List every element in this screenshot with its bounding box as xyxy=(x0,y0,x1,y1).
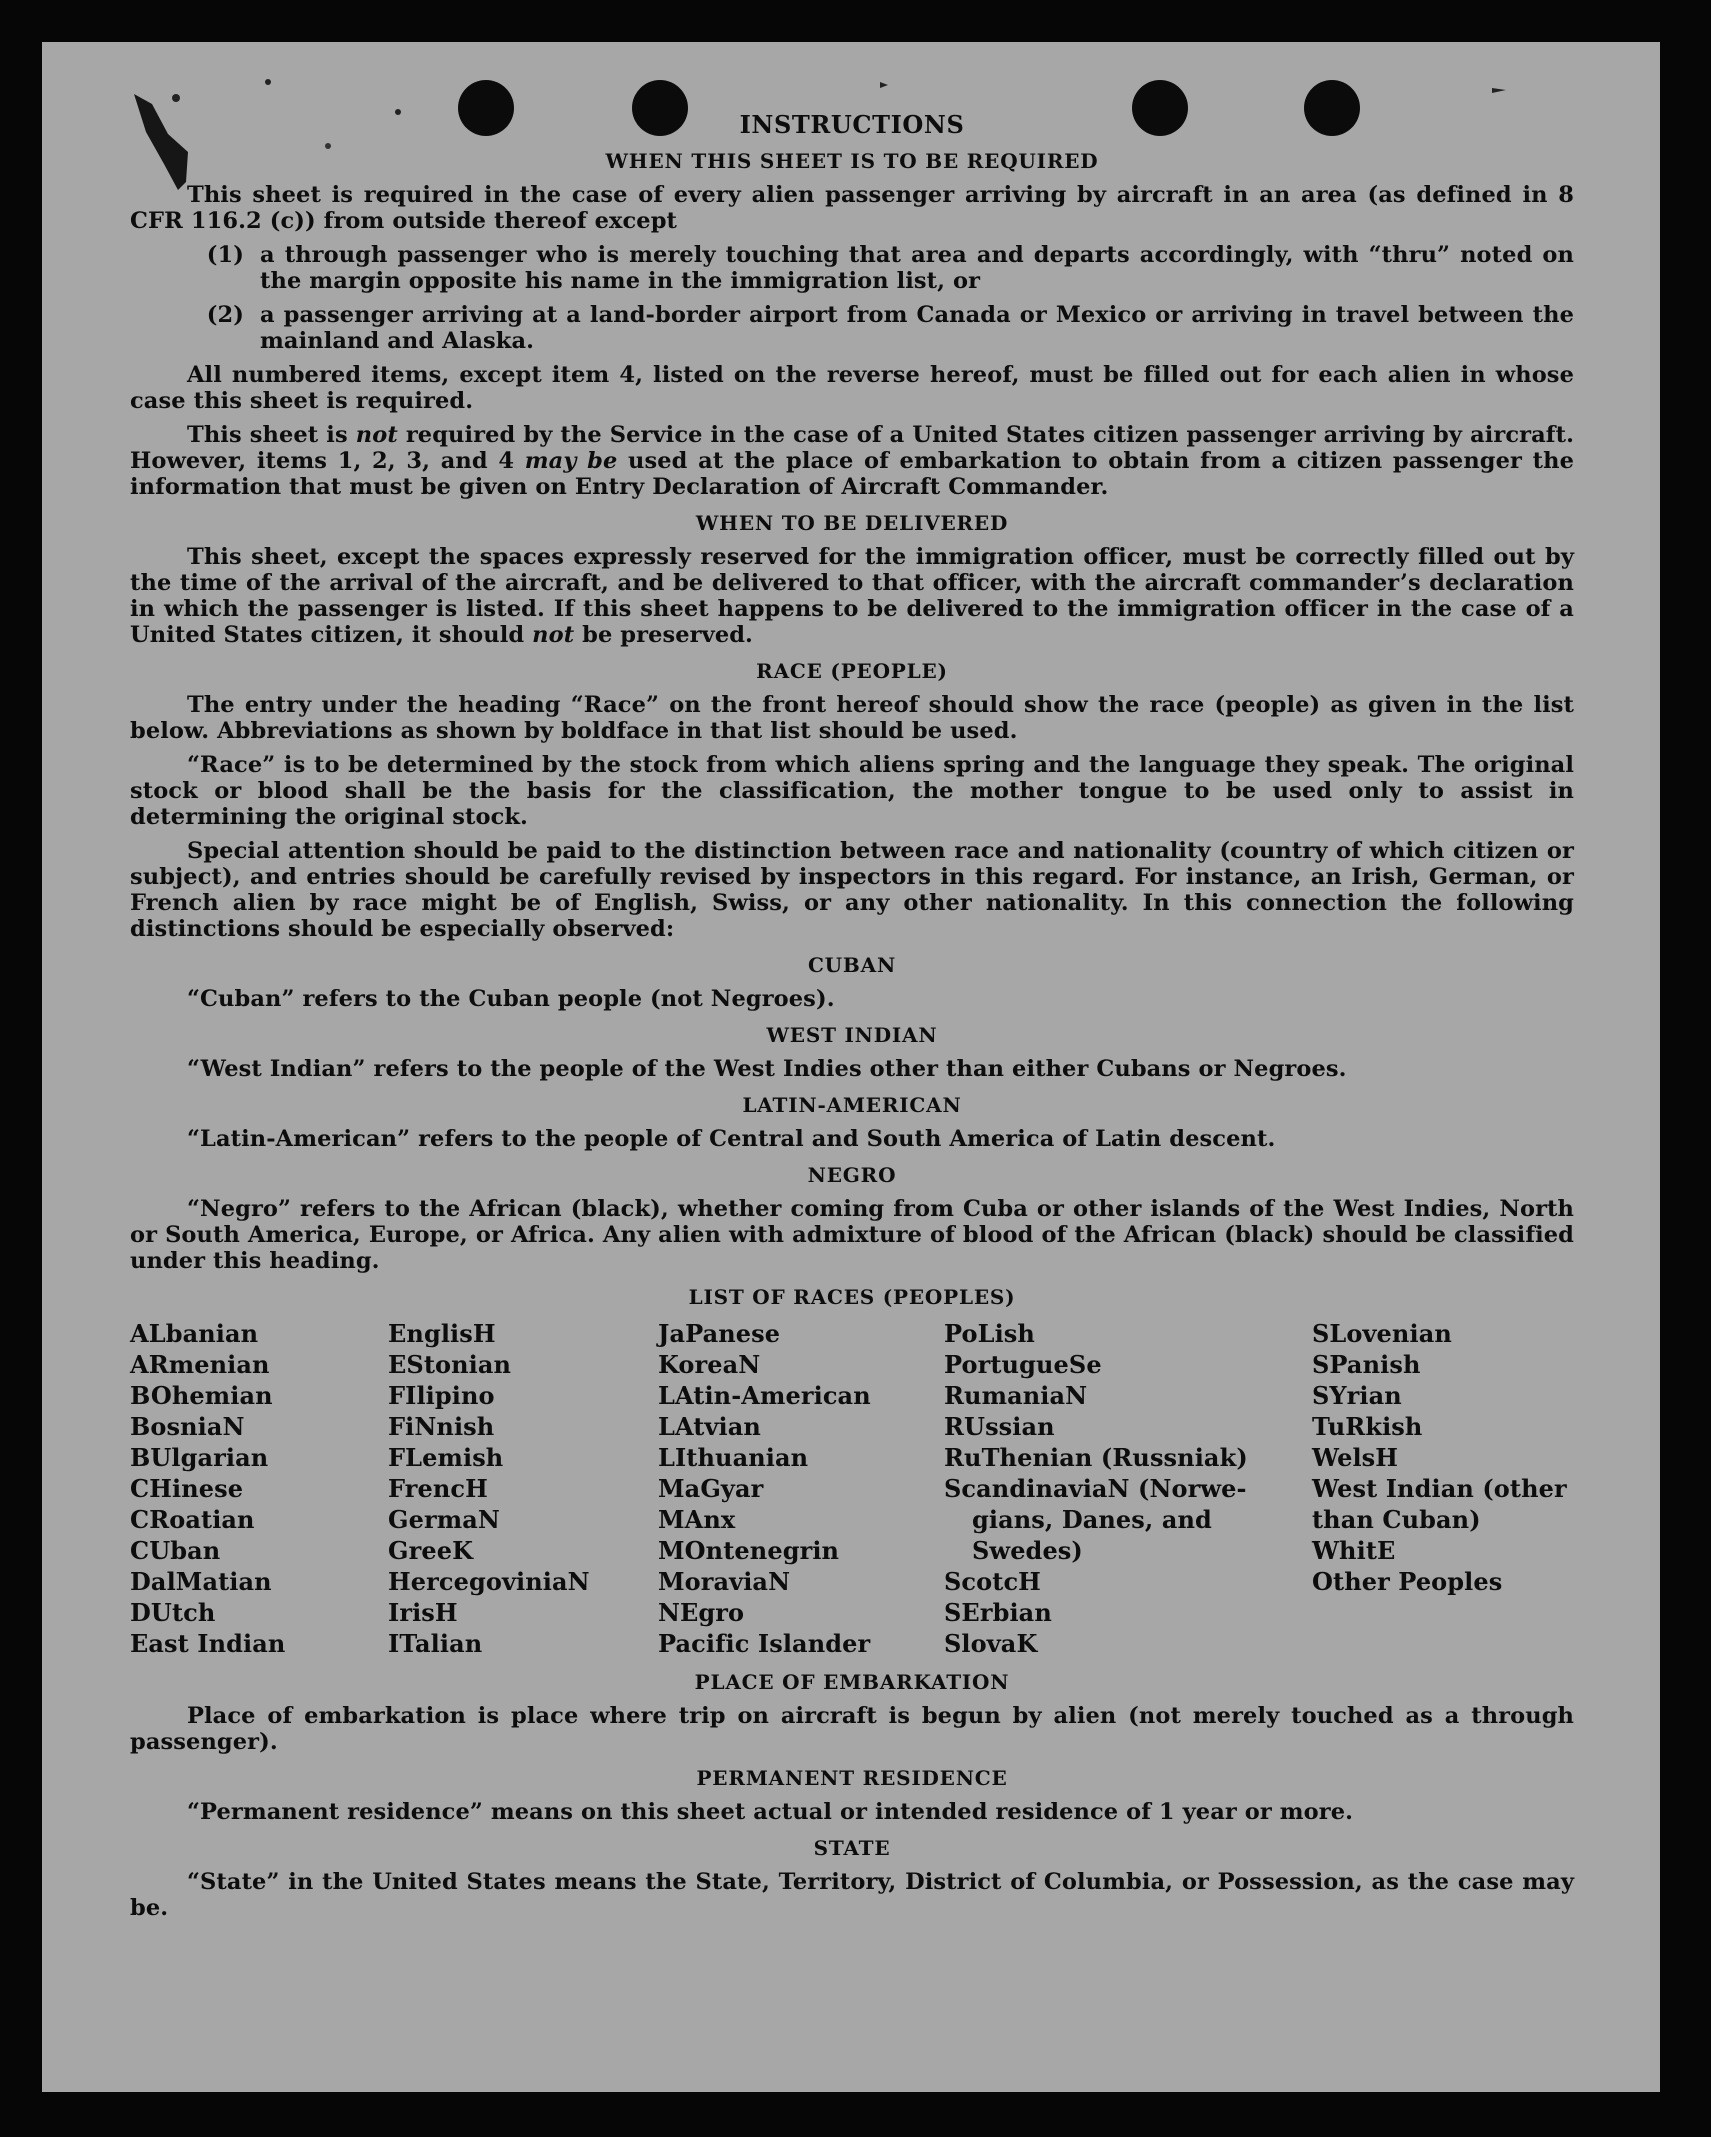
list-item: MAnx xyxy=(658,1505,736,1534)
list-item xyxy=(130,242,1574,294)
races-column xyxy=(1312,1318,1572,1659)
list-item: SlovaK xyxy=(944,1629,1038,1658)
list-item: GermaN xyxy=(388,1505,500,1534)
list-item: GreeK xyxy=(388,1536,474,1565)
paragraph: “Cuban” refers to the Cuban people (not Negroes). xyxy=(187,986,835,1012)
section-heading: RACE (PEOPLE) xyxy=(756,659,948,683)
list-item: DUtch xyxy=(130,1598,216,1627)
list-item: FiNnish xyxy=(388,1412,495,1441)
list-item xyxy=(130,302,1574,354)
list-item: NEgro xyxy=(658,1598,745,1627)
list-item: ITalian xyxy=(388,1629,483,1658)
list-item: FLemish xyxy=(388,1443,504,1472)
section-heading: STATE xyxy=(813,1836,891,1860)
list-item: CUban xyxy=(130,1536,221,1565)
list-item: CRoatian xyxy=(130,1505,255,1534)
list-item-continuation: Swedes) xyxy=(972,1536,1083,1565)
list-item: WhitE xyxy=(1312,1536,1396,1565)
section-heading: LIST OF RACES (PEOPLES) xyxy=(688,1285,1016,1309)
list-item: East Indian xyxy=(130,1629,286,1658)
list-item: MOntenegrin xyxy=(658,1536,840,1565)
list-item: IrisH xyxy=(388,1598,458,1627)
list-item: SLovenian xyxy=(1312,1319,1452,1348)
paragraph: This sheet, except the spaces expressly reserved for the immigration officer, must be correctly filled out by the time of the arrival of the aircraft, and be delivered to that officer, with the aircraft commander’s declaration in which the passenger is listed. If this sheet happens to be delivered to the immigration officer in the case of a United States citizen, it should not be preserved. xyxy=(130,544,1574,648)
list-item: MaGyar xyxy=(658,1474,764,1503)
list-item: LAtvian xyxy=(658,1412,761,1441)
list-item: LAtin-American xyxy=(658,1381,871,1410)
section-heading: WHEN TO BE DELIVERED xyxy=(695,511,1009,535)
item-text: a through passenger who is merely touching that area and departs accordingly, with “thru” noted on the margin opposite his name in the immigration list, or xyxy=(260,242,1574,294)
paragraph: All numbered items, except item 4, listed on the reverse hereof, must be filled out for each alien in whose case this sheet is required. xyxy=(130,362,1574,414)
list-item: JaPanese xyxy=(658,1319,781,1348)
list-item: RuThenian (Russniak) xyxy=(944,1443,1248,1472)
list-item: SPanish xyxy=(1312,1350,1421,1379)
paragraph: Place of embarkation is place where trip on aircraft is begun by alien (not merely touched as a through passenger). xyxy=(130,1703,1574,1755)
section-heading: WEST INDIAN xyxy=(766,1023,938,1047)
document-title: INSTRUCTIONS xyxy=(739,110,965,139)
races-column xyxy=(388,1318,658,1659)
list-item: PortugueSe xyxy=(944,1350,1102,1379)
paragraph: This sheet is required in the case of every alien passenger arriving by aircraft in an area (as defined in 8 CFR 116.2 (c)) from outside thereof except xyxy=(130,182,1574,234)
list-item: HercegoviniaN xyxy=(388,1567,590,1596)
list-item: Pacific Islander xyxy=(658,1629,871,1658)
section-heading: PLACE OF EMBARKATION xyxy=(694,1670,1010,1694)
instructions-document xyxy=(130,112,1574,1929)
item-number: (2) xyxy=(206,302,244,328)
list-item: BosniaN xyxy=(130,1412,245,1441)
document-page xyxy=(42,42,1660,2092)
list-item: CHinese xyxy=(130,1474,244,1503)
races-column xyxy=(658,1318,944,1659)
list-item: DalMatian xyxy=(130,1567,272,1596)
list-item: FIlipino xyxy=(388,1381,495,1410)
list-item: MoraviaN xyxy=(658,1567,791,1596)
list-item: EnglisH xyxy=(388,1319,496,1348)
races-list xyxy=(130,1318,1574,1659)
paragraph: The entry under the heading “Race” on the front hereof should show the race (people) as given in the list below. Abbreviations as shown by boldface in that list should be used. xyxy=(130,692,1574,744)
item-number: (1) xyxy=(206,242,244,268)
list-item: Other Peoples xyxy=(1312,1567,1503,1596)
section-heading: CUBAN xyxy=(807,953,897,977)
list-item: ScotcH xyxy=(944,1567,1041,1596)
list-item: PoLish xyxy=(944,1319,1035,1348)
paragraph: “Race” is to be determined by the stock from which aliens spring and the language they speak. The original stock or blood shall be the basis for the classification, the mother tongue to be used only to assist in determining the original stock. xyxy=(130,752,1574,830)
section-heading: WHEN THIS SHEET IS TO BE REQUIRED xyxy=(605,149,1099,173)
races-column xyxy=(130,1318,388,1659)
paragraph: “State” in the United States means the State, Territory, District of Columbia, or Possession, as the case may be. xyxy=(130,1869,1574,1921)
paragraph: “Negro” refers to the African (black), whether coming from Cuba or other islands of the West Indies, North or South America, Europe, or Africa. Any alien with admixture of blood of the African (black) should be classified under this heading. xyxy=(130,1196,1574,1274)
section-heading: PERMANENT RESIDENCE xyxy=(696,1766,1008,1790)
item-text: a passenger arriving at a land-border airport from Canada or Mexico or arriving in travel between the mainland and Alaska. xyxy=(260,302,1574,354)
paragraph: “Permanent residence” means on this sheet actual or intended residence of 1 year or more. xyxy=(187,1799,1354,1825)
list-item: BOhemian xyxy=(130,1381,273,1410)
list-item: TuRkish xyxy=(1312,1412,1423,1441)
list-item: than Cuban) xyxy=(1312,1505,1481,1534)
section-heading: LATIN-AMERICAN xyxy=(742,1093,962,1117)
list-item: RumaniaN xyxy=(944,1381,1088,1410)
list-item: KoreaN xyxy=(658,1350,761,1379)
races-column xyxy=(944,1318,1312,1659)
list-item: BUlgarian xyxy=(130,1443,269,1472)
paragraph: “Latin-American” refers to the people of Central and South America of Latin descent. xyxy=(187,1126,1276,1152)
list-item: ARmenian xyxy=(130,1350,270,1379)
list-item: FrencH xyxy=(388,1474,488,1503)
paragraph: “West Indian” refers to the people of the West Indies other than either Cubans or Negroes. xyxy=(187,1056,1347,1082)
list-item: EStonian xyxy=(388,1350,512,1379)
list-item-continuation: gians, Danes, and xyxy=(972,1505,1212,1534)
paragraph: This sheet is not required by the Service in the case of a United States citizen passenger arriving by aircraft. However, items 1, 2, 3, and 4 may be used at the place of embarkation to obtain from a citizen passenger the information that must be given on Entry Declaration of Aircraft Commander. xyxy=(130,422,1574,500)
list-item: SErbian xyxy=(944,1598,1052,1627)
list-item: SYrian xyxy=(1312,1381,1402,1410)
list-item: RUssian xyxy=(944,1412,1055,1441)
section-heading: NEGRO xyxy=(807,1163,897,1187)
list-item: LIthuanian xyxy=(658,1443,809,1472)
list-item: WelsH xyxy=(1312,1443,1399,1472)
list-item: West Indian (other xyxy=(1312,1474,1567,1503)
paragraph: Special attention should be paid to the distinction between race and nationality (country of which citizen or subject), and entries should be carefully revised by inspectors in this regard. For instance, an Irish, German, or French alien by race might be of English, Swiss, or any other nationality. In this connection the following distinctions should be especially observed: xyxy=(130,838,1574,942)
list-item: ScandinaviaN (Norwe- xyxy=(944,1474,1247,1503)
list-item: ALbanian xyxy=(130,1319,259,1348)
